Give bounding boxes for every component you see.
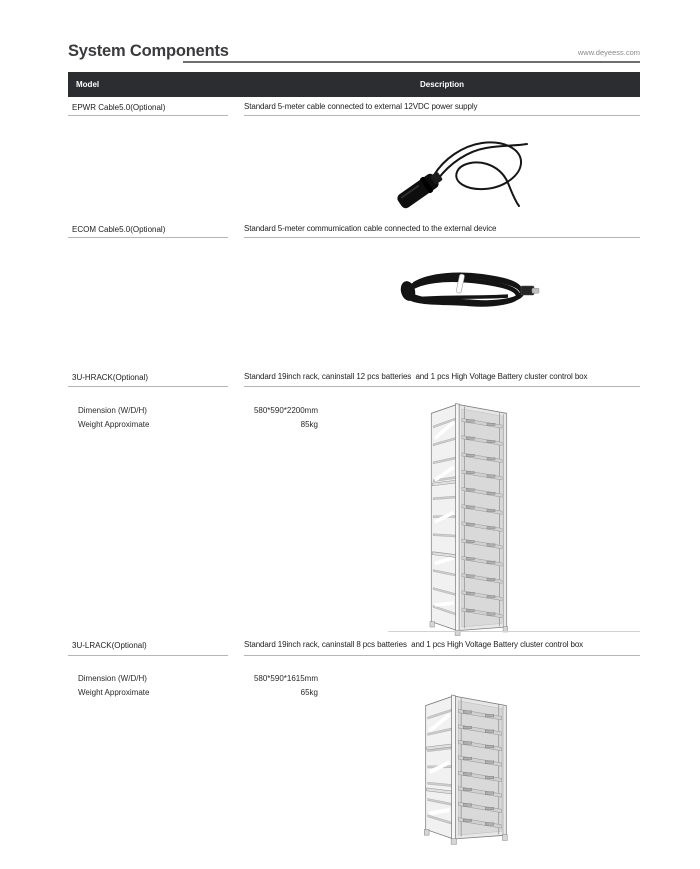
- row-separator: [68, 237, 228, 238]
- hrack-weight-label: Weight Approximate: [78, 420, 150, 429]
- model-cell-epwr-cable: EPWR Cable5.0(Optional): [72, 103, 166, 112]
- lrack-dimension-value: 580*590*1615mm: [253, 674, 318, 683]
- row-separator: [68, 386, 228, 387]
- model-cell-lrack: 3U-LRACK(Optional): [72, 641, 147, 650]
- lrack-weight-value: 65kg: [300, 688, 318, 697]
- page-title: System Components: [68, 42, 229, 60]
- column-header-description: Description: [419, 80, 464, 89]
- lrack-battery-rack-image: [418, 690, 514, 845]
- ecom-communication-cable-image: [382, 266, 542, 314]
- row-separator: [244, 386, 640, 387]
- epwr-power-cable-image: [388, 131, 533, 215]
- title-underline: [183, 61, 640, 63]
- column-header-model: Model: [76, 80, 100, 89]
- lrack-dimension-label: Dimension (W/D/H): [78, 674, 147, 683]
- website-url[interactable]: www.deyeess.com: [577, 48, 640, 57]
- hrack-dimension-value: 580*590*2200mm: [253, 406, 318, 415]
- hrack-weight-value: 85kg: [300, 420, 318, 429]
- lrack-weight-label: Weight Approximate: [78, 688, 150, 697]
- row-separator: [244, 237, 640, 238]
- row-separator: [244, 655, 640, 656]
- description-cell-hrack: Standard 19inch rack, caninstall 12 pcs batteries and 1 pcs High Voltage Battery cluster control box: [244, 372, 588, 381]
- hrack-dimension-label: Dimension (W/D/H): [78, 406, 147, 415]
- hrack-battery-rack-image: [424, 399, 514, 636]
- description-cell-epwr-cable: Standard 5-meter cable connected to external 12VDC power supply: [244, 102, 478, 111]
- model-cell-hrack: 3U-HRACK(Optional): [72, 373, 149, 382]
- description-cell-ecom-cable: Standard 5-meter commumication cable connected to the external device: [244, 224, 497, 233]
- row-separator: [68, 655, 228, 656]
- row-separator: [68, 115, 228, 116]
- row-separator: [244, 115, 640, 116]
- description-cell-lrack: Standard 19inch rack, caninstall 8 pcs batteries and 1 pcs High Voltage Battery cluster control box: [244, 640, 584, 649]
- model-cell-ecom-cable: ECOM Cable5.0(Optional): [72, 225, 166, 234]
- image-bottom-rule: [388, 631, 640, 632]
